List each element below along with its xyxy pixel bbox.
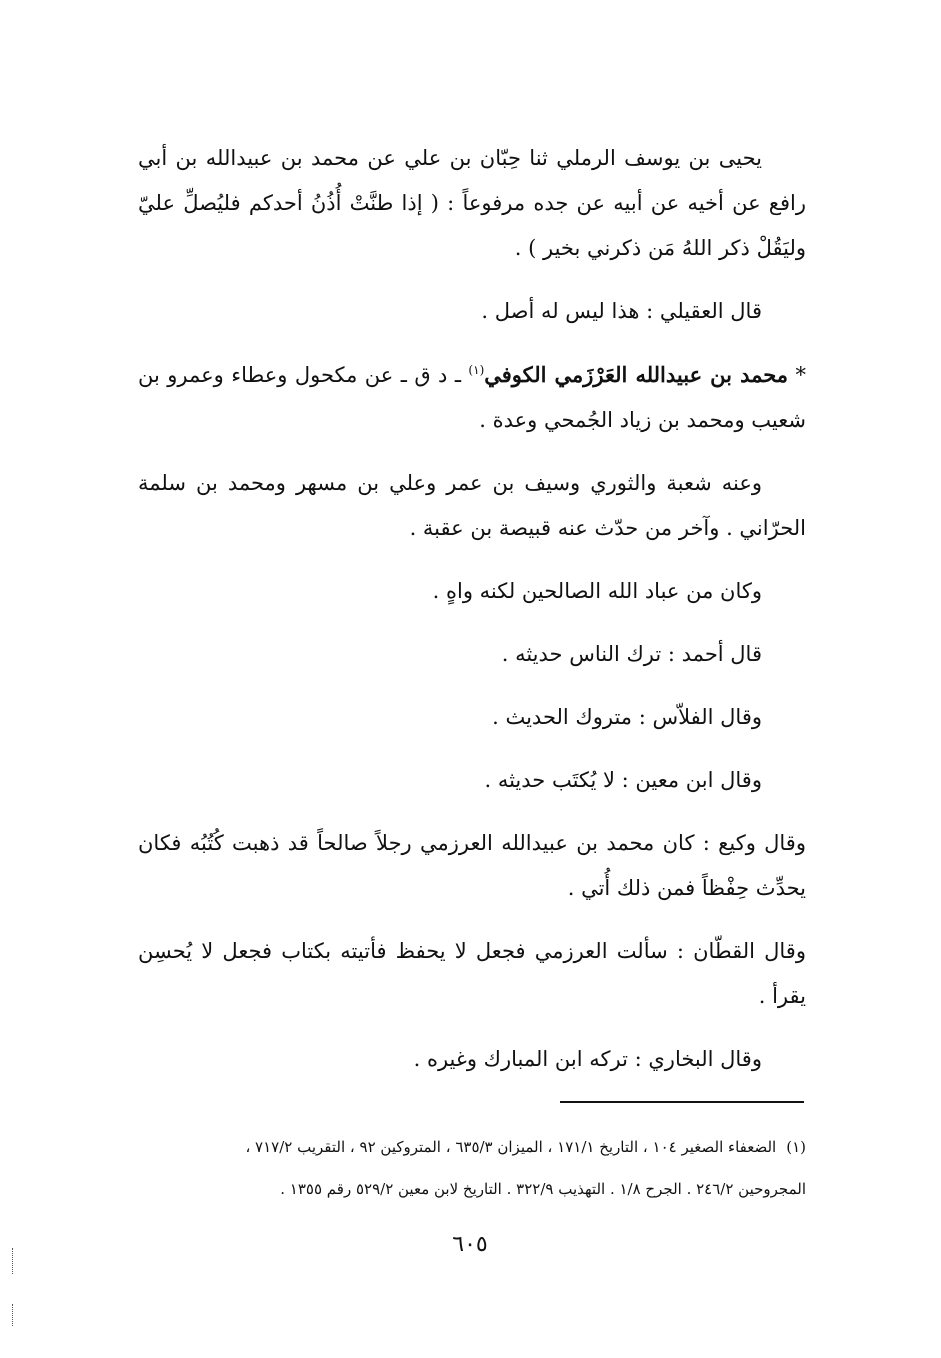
qattan-statement <box>138 929 806 1019</box>
fallas-statement: وقال الفلاّس : متروك الحديث . <box>492 705 762 729</box>
text-line: وليَقُلْ ذكر اللهُ مَن ذكرني بخير ) . <box>514 236 806 260</box>
text-line: يحيى بن يوسف الرملي ثنا حِبّان بن علي عن محمد بن عبيدالله بن أبي <box>138 146 762 170</box>
footnote-marker: (١) <box>786 1138 806 1156</box>
footnote-line: المجروحين ٢٤٦/٢ . الجرح ١/٨ . التهذيب ٣٢٢/٩ . التاريخ لابن معين ٥٢٩/٢ رقم ١٣٥٥ . <box>280 1180 806 1198</box>
page-number: ٦٠٥ <box>452 1232 488 1257</box>
entry-continuation: وعمرو بن شعيب ومحمد بن زياد الجُمحي وعدة . <box>138 363 806 432</box>
uqayli-statement: قال العقيلي : هذا ليس له أصل . <box>481 299 762 323</box>
scan-mark <box>12 1304 13 1326</box>
entry-marker: * <box>795 363 806 387</box>
footnote-divider <box>560 1101 804 1103</box>
footnote-reference[interactable]: (١) <box>468 363 485 377</box>
text-line: رافع عن أخيه عن أبيه عن جده مرفوعاً : ( إذا طنَّتْ أُذُنُ أحدكم فليُصلِّ عليّ <box>138 191 806 215</box>
footnote-line <box>138 1126 806 1168</box>
hadith-paragraph <box>138 136 806 271</box>
biography-entry <box>138 352 806 443</box>
text-line: يُحسِن يقرأ . <box>138 939 806 1008</box>
students-paragraph <box>138 461 806 551</box>
piety-statement: وكان من عباد الله الصالحين لكنه واهٍ . <box>432 579 762 603</box>
entry-rest: ـ د ق ـ عن مكحول وعطاء <box>231 363 461 387</box>
wakee-statement <box>138 821 806 911</box>
text-line: وقال القطّان : سألت العرزمي فجعل لا يحفظ فأتيته بكتاب فجعل لا <box>201 939 806 963</box>
entry-name: محمد بن عبيدالله العَرْزَمي الكوفي <box>484 362 789 387</box>
scan-mark <box>12 1248 13 1274</box>
footnote-text: الضعفاء الصغير ١٠٤ ، التاريخ ١٧١/١ ، الميزان ٦٣٥/٣ ، المتروكين ٩٢ ، التقريب ٧١٧/٢ ، <box>245 1138 777 1156</box>
ibn-maeen-statement: وقال ابن معين : لا يُكتَب حديثه . <box>484 768 762 792</box>
text-line: الحرّاني . وآخر من حدّث عنه قبيصة بن عقبة . <box>409 516 806 540</box>
text-line: كُتُبُه فكان يحدِّث حِفْظاً فمن ذلك أُتي . <box>138 831 806 900</box>
text-line: وعنه شعبة والثوري وسيف بن عمر وعلي بن مسهر ومحمد بن سلمة <box>138 471 762 495</box>
text-line: وقال وكيع : كان محمد بن عبيدالله العرزمي رجلاً صالحاً قد ذهبت <box>232 831 806 855</box>
footnotes <box>138 1126 806 1210</box>
main-text <box>138 136 806 1100</box>
ahmad-statement: قال أحمد : ترك الناس حديثه . <box>501 642 762 666</box>
bukhari-statement: وقال البخاري : تركه ابن المبارك وغيره . <box>413 1047 762 1071</box>
